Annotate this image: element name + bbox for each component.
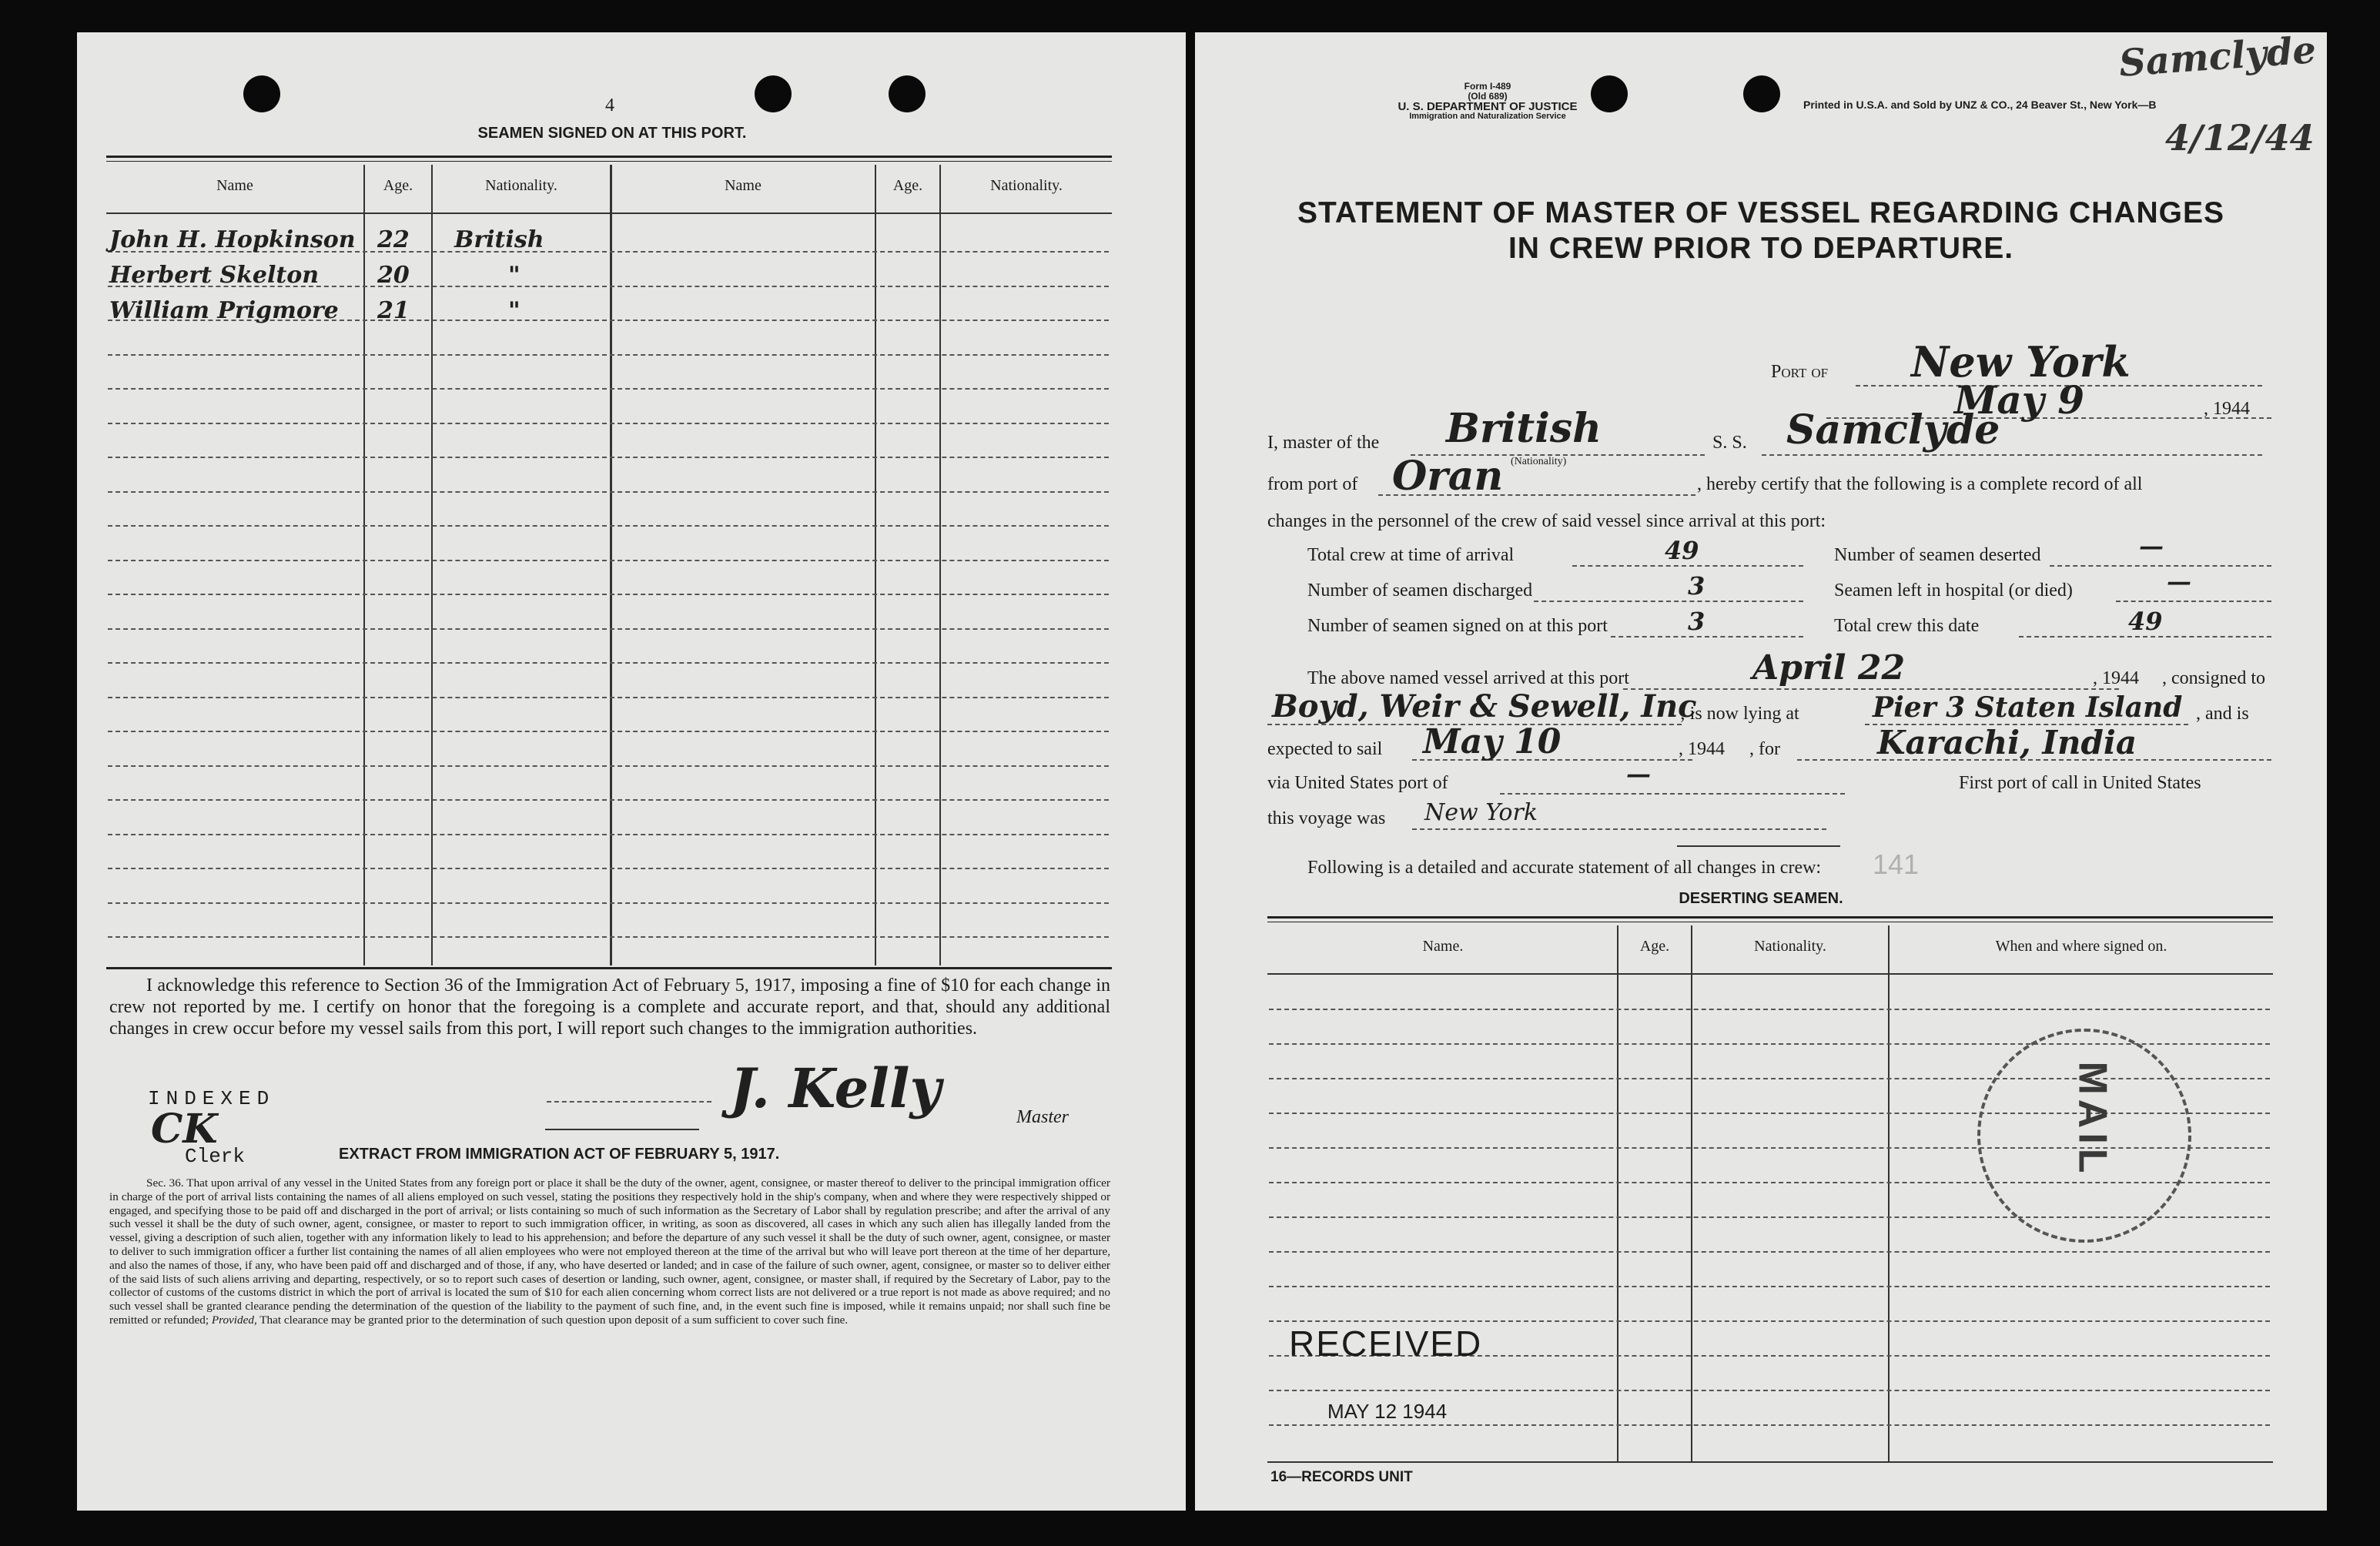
punch-hole	[889, 75, 926, 112]
row-rule	[1269, 1009, 2270, 1010]
row-rule	[108, 902, 1109, 904]
port-value: New York	[1911, 337, 2131, 386]
col-header-age: Age.	[383, 177, 413, 194]
ss-label: S. S.	[1712, 433, 1747, 453]
total-crew-date-value: 49	[2128, 607, 2163, 636]
row-rule	[108, 423, 1109, 424]
first-port-label: First port of call in United States	[1959, 773, 2201, 793]
desert-col-age: Age.	[1639, 938, 1670, 955]
seaman-nationality: "	[508, 262, 521, 289]
form-title: STATEMENT OF MASTER OF VESSEL REGARDING CHANGES IN CREW PRIOR TO DEPARTURE.	[1297, 196, 2225, 265]
row-rule	[108, 936, 1109, 938]
indexed-stamp: INDEXED	[148, 1087, 276, 1110]
row-rule	[108, 799, 1109, 801]
punch-hole	[243, 75, 280, 112]
row-rule	[108, 868, 1109, 869]
col-header-nationality-2: Nationality.	[990, 177, 1063, 194]
nationality-value: British	[1446, 405, 1602, 452]
printer-note: Printed in U.S.A. and Sold by UNZ & CO., 24 Beaver St., New York—B	[1803, 99, 2157, 111]
section-36-text	[109, 1176, 1110, 1327]
extract-title: EXTRACT FROM IMMIGRATION ACT OF FEBRUARY 5, 1917.	[339, 1146, 780, 1163]
row-rule	[108, 662, 1109, 664]
row-rule	[1269, 1286, 2270, 1287]
punch-hole	[755, 75, 792, 112]
from-port-value: Oran	[1392, 453, 1504, 500]
discharged-label: Number of seamen discharged	[1307, 581, 1533, 601]
received-date: MAY 12 1944	[1327, 1400, 1448, 1423]
right-page	[1195, 28, 2327, 1511]
lying-at-value: Pier 3 Staten Island	[1873, 691, 2183, 724]
following-text: Following is a detailed and accurate statement of all changes in crew:	[1307, 858, 1822, 878]
corner-handwritten-date: 4/12/44	[2165, 117, 2315, 159]
master-signature: J. Kelly	[730, 1056, 942, 1120]
deserting-title: DESERTING SEAMEN.	[1679, 890, 1843, 907]
acknowledgement-text: I acknowledge this reference to Section 36 of the Immigration Act of February 5, 1917, imposing a fine of $10 for each change in crew not reported by me. I certify on honor that the foregoing is a complete and accurate report, and that, should any additional changes in crew occur before my vessel sails from this port, I will report such changes to the immigration authorities.	[109, 975, 1110, 1039]
row-rule	[108, 834, 1109, 835]
col-header-age-2: Age.	[892, 177, 923, 194]
from-port-label: from port of	[1267, 474, 1358, 494]
desert-col-signed-on: When and where signed on.	[1995, 938, 2167, 955]
seaman-name: William Prigmore	[109, 297, 339, 324]
signed-on-title: SEAMEN SIGNED ON AT THIS PORT.	[477, 125, 747, 142]
col-header-name: Name	[216, 177, 253, 194]
certify-text: , hereby certify that the following is a complete record of all	[1697, 474, 2143, 494]
row-rule	[108, 628, 1109, 630]
seaman-age: 21	[377, 297, 410, 324]
section-provided: Provided,	[211, 1313, 257, 1327]
arrived-label: The above named vessel arrived at this port	[1307, 668, 1629, 688]
first-port-value: New York	[1424, 799, 1538, 826]
stamp-number: 141	[1873, 848, 1920, 880]
master-of-label: I, master of the	[1267, 433, 1380, 453]
section-tail: That clearance may be granted prior to the determination of such question upon deposit of a sum sufficient to cover such fine.	[259, 1313, 849, 1327]
vessel-value: Samclyde	[1786, 407, 2000, 453]
clerk-label: Clerk	[185, 1145, 246, 1168]
seaman-nationality: British	[454, 226, 544, 253]
col-header-name-2: Name	[725, 177, 762, 194]
seaman-name: John H. Hopkinson	[109, 226, 356, 253]
row-rule	[108, 354, 1109, 356]
port-label: Port of	[1771, 362, 1829, 382]
row-rule	[108, 525, 1109, 527]
section-label: Sec. 36.	[146, 1176, 184, 1190]
master-label: Master	[1016, 1107, 1069, 1127]
seaman-age: 22	[377, 226, 410, 253]
table-top-rule	[106, 156, 1112, 162]
left-page	[77, 32, 1186, 1511]
hospital-label: Seamen left in hospital (or died)	[1834, 581, 2073, 601]
section-body: That upon arrival of any vessel in the United States from any foreign port or place it shall be the duty of the owner, agent, consignee, or master thereof to deliver to the principal immigration officer in charge of the port of arrival lists containing the names of all aliens employed on such vessel, stating the positions they respectively hold in the ship's company, when and where they were respectively shipped or engaged, and specifying those to be paid off and discharged in the port of arrival; or lists containing so much of such information as the Secretary of Labor shall by regulation prescribe; and after the arrival of any such vessel it shall be the duty of such owner, agent, consignee, or master to report to such immigration officer, in writing, as soon as discovered, all cases in which any such alien has illegally landed from the vessel, giving a description of such alien, together with any information likely to lead to his apprehension; and before the departure of any such vessel it shall be the duty of such owner, agent, consignee, or master to deliver to such immigration officer a further list containing the names of all alien employees who were not employed thereon at the time of the arrival but who will leave port thereon at the time of her departure, and also the names of those, if any, who have been paid off and discharged and of those, if any, who have deserted or landed; and in case of the failure of such owner, agent, consignee, or master so to deliver either of the said lists of such aliens arriving and departing, respectively, or so to report such cases of desertion or landing, such owner, agent, consignee, or master shall, if required by the Secretary of Labor, pay to the collector of customs of the customs district in which the port of arrival is located the sum of $10 for each alien concerning whom correct lists are not delivered or a true report is not made as above required; and no such vessel shall be granted clearance pending the determination of the question of the liability to the payment of such fine, and, in the event such fine is imposed, while it remains unpaid; nor shall such fine be remitted or refunded;	[109, 1176, 1110, 1327]
desert-col-nationality: Nationality.	[1754, 938, 1826, 955]
row-rule	[108, 697, 1109, 698]
and-is-label: , and is	[2196, 704, 2249, 724]
seaman-age: 20	[377, 262, 410, 289]
row-rule	[108, 388, 1109, 390]
signed-on-label: Number of seamen signed on at this port	[1307, 616, 1608, 636]
sail-year: , 1944	[1679, 739, 1725, 759]
row-rule	[108, 491, 1109, 493]
arrived-year: , 1944	[2093, 668, 2139, 688]
total-crew-arrival-label: Total crew at time of arrival	[1307, 545, 1515, 565]
deserted-label: Number of seamen deserted	[1834, 545, 2041, 565]
row-rule	[108, 594, 1109, 595]
row-rule	[108, 731, 1109, 732]
deserted-value: —	[2139, 531, 2164, 561]
row-rule	[1269, 1424, 2270, 1426]
row-rule	[1269, 1320, 2270, 1322]
via-port-value: —	[1626, 759, 1651, 788]
punch-hole	[1743, 75, 1780, 112]
consigned-label: , consigned to	[2162, 668, 2265, 688]
signed-on-value: 3	[1688, 607, 1705, 636]
form-number: Form I-489 (Old 689) U. S. DEPARTMENT OF JUSTICE Immigration and Naturalization Service	[1398, 81, 1578, 121]
received-stamp: RECEIVED	[1289, 1323, 1483, 1364]
desert-col-name: Name.	[1422, 938, 1464, 955]
records-unit: 16—RECORDS UNIT	[1270, 1469, 1413, 1485]
row-rule	[108, 765, 1109, 767]
discharged-value: 3	[1688, 571, 1705, 601]
total-crew-date-label: Total crew this date	[1834, 616, 1980, 636]
via-label: via United States port of	[1267, 773, 1448, 793]
lying-label: ; is now lying at	[1680, 704, 1799, 724]
date-value: May 9	[1954, 377, 2084, 423]
row-rule	[1269, 1251, 2270, 1253]
nationality-caption: (Nationality)	[1511, 456, 1567, 467]
total-crew-arrival-value: 49	[1665, 536, 1699, 565]
corner-handwritten-vessel: Samclyde	[2117, 28, 2318, 85]
indexed-initials: CK	[151, 1106, 218, 1153]
date-year: , 1944	[2204, 399, 2250, 419]
this-voyage-label: this voyage was	[1267, 808, 1386, 828]
seaman-name: Herbert Skelton	[109, 262, 320, 289]
row-rule	[108, 560, 1109, 561]
row-rule	[108, 457, 1109, 458]
sail-date-value: May 10	[1423, 722, 1562, 761]
col-header-nationality: Nationality.	[485, 177, 557, 194]
arrived-value: April 22	[1752, 648, 1906, 688]
changes-text: changes in the personnel of the crew of said vessel since arrival at this port:	[1267, 511, 1826, 531]
mail-received-stamp: MAIL	[1977, 1029, 2191, 1243]
hospital-value: —	[2167, 567, 2191, 596]
for-label: , for	[1749, 739, 1780, 759]
row-rule	[1269, 1390, 2270, 1391]
destination-value: Karachi, India	[1877, 724, 2137, 761]
page-number: 4	[605, 95, 614, 115]
consignee-value: Boyd, Weir & Sewell, Inc	[1272, 688, 1697, 724]
seaman-nationality: "	[508, 297, 521, 324]
expected-label: expected to sail	[1267, 739, 1383, 759]
